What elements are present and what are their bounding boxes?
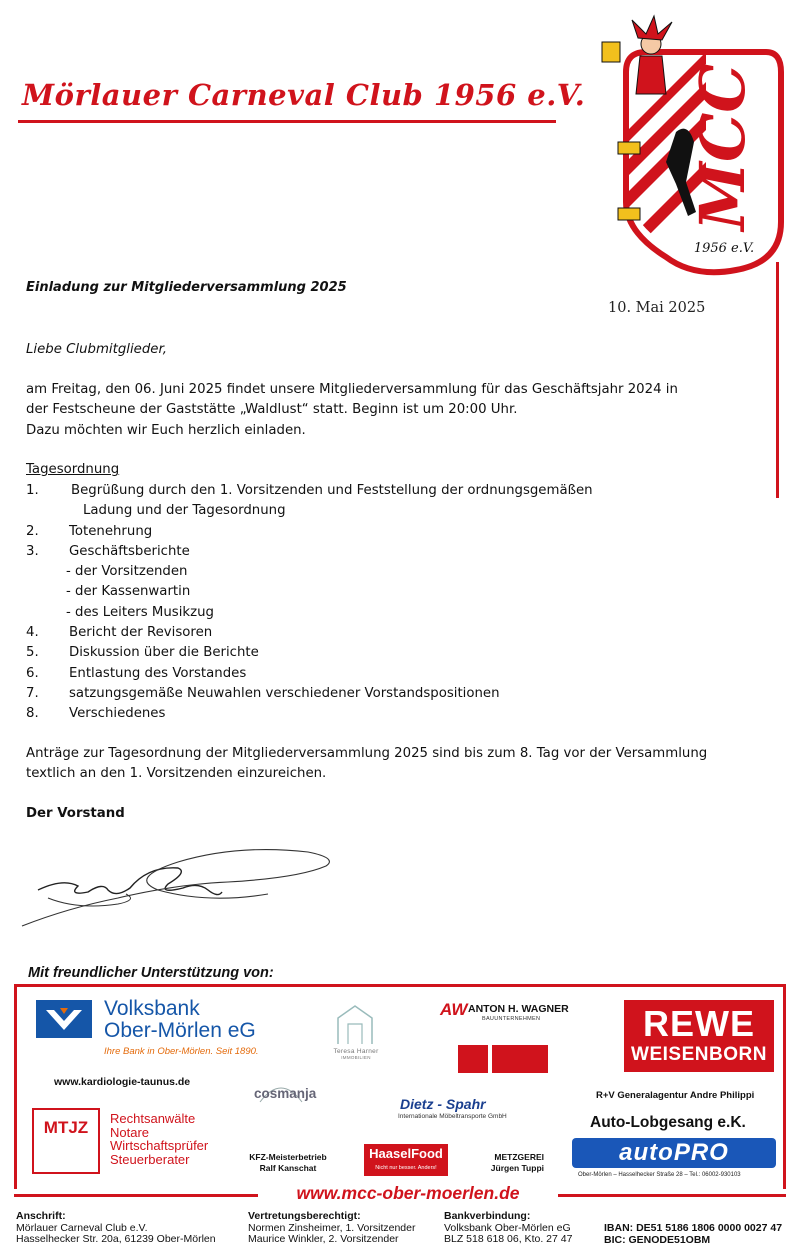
club-website-link[interactable]: www.mcc-ober-moerlen.de	[296, 1183, 520, 1203]
agenda-item	[26, 704, 746, 724]
signature-image	[8, 838, 338, 938]
agenda-subitem: - der Vorsitzenden	[66, 564, 188, 580]
agenda-number: 6.	[26, 665, 39, 681]
agenda-item	[26, 643, 746, 663]
cosmanja-logo: cosmanja	[254, 1086, 317, 1101]
haaselfood-name: HaaselFood	[369, 1146, 443, 1161]
footer-bank	[444, 1211, 572, 1246]
agenda-text: Begrüßung durch den 1. Vorsitzenden und Feststellung der ordnungsgemäßen	[71, 483, 593, 498]
footer-heading: Vertretungsberechtigt:	[248, 1210, 361, 1222]
agenda-text: Entlastung des Vorstandes	[69, 665, 247, 681]
agenda-text: satzungsgemäße Neuwahlen verschiedener Vorstandspositionen	[69, 685, 500, 701]
intro-line: der Festscheune der Gaststätte „Waldlust“ statt. Beginn ist um 20:00 Uhr.	[26, 402, 518, 418]
closing-line: Anträge zur Tagesordnung der Mitgliederversammlung 2025 sind bis zum 8. Tag vor der Versammlung	[26, 746, 708, 761]
club-logo	[596, 12, 792, 284]
agenda-number: 2.	[26, 523, 39, 539]
mtjz-line: Rechtsanwälte	[110, 1111, 196, 1126]
agenda-item	[26, 522, 746, 542]
footer-line: Maurice Winkler, 2. Vorsitzender	[248, 1233, 399, 1245]
agenda-number: 7.	[26, 685, 39, 701]
closing-line: textlich an den 1. Vorsitzenden einzureichen.	[26, 766, 327, 782]
teresa-sub: IMMOBILIEN	[341, 1055, 371, 1060]
rewe-location: WEISENBORN	[631, 1044, 767, 1065]
metzgerei-line: Jürgen Tuppi	[490, 1163, 544, 1173]
haaselfood-slogan: Nicht nur besser. Anders!	[375, 1165, 437, 1171]
agenda-text: Totenehrung	[69, 523, 153, 539]
volksbank-name	[104, 998, 256, 1042]
kfz-line: KFZ-Meisterbetrieb	[249, 1152, 327, 1162]
agenda-number: 4.	[26, 625, 39, 641]
wagner-sub: BAUUNTERNEHMEN	[482, 1016, 541, 1022]
agenda-list	[26, 481, 746, 725]
letter-subject: Einladung zur Mitgliederversammlung 2025	[26, 280, 347, 295]
kfz-meisterbetrieb	[242, 1152, 334, 1174]
mtjz-services	[110, 1112, 208, 1166]
agenda-item	[26, 542, 746, 562]
volksbank-name-line: Ober-Mörlen eG	[104, 1019, 256, 1042]
rewe-logo	[624, 1000, 774, 1072]
autopro-address: Ober-Mörlen – Hasselhecker Straße 28 – Tel.: 06002-930103	[578, 1172, 741, 1178]
footer-address	[16, 1211, 216, 1246]
volksbank-name-line: Volksbank	[104, 997, 200, 1020]
mtjz-line: Steuerberater	[110, 1151, 190, 1167]
dietz-spahr-logo: Dietz - Spahr	[400, 1096, 486, 1112]
wagner-mark: AW	[440, 1000, 468, 1019]
agenda-subitem: - der Kassenwartin	[66, 584, 191, 600]
logo-year: 1956 e.V.	[693, 241, 755, 256]
right-border-line	[776, 262, 779, 498]
sponsors-heading: Mit freundlicher Unterstützung von:	[28, 965, 274, 981]
dietz-spahr-sub: Internationale Möbeltransporte GmbH	[398, 1113, 507, 1120]
footer-iban-line: IBAN: DE51 5186 1806 0000 0027 47	[604, 1222, 783, 1234]
footer-bic-line: BIC: GENODE51OBM	[604, 1233, 711, 1246]
footer-line: Hasselhecker Str. 20a, 61239 Ober-Mörlen	[16, 1233, 216, 1245]
metzgerei-line: METZGEREI	[494, 1152, 544, 1162]
volksbank-logo-icon	[36, 1000, 92, 1038]
club-title: Mörlauer Carneval Club 1956 e.V.	[22, 78, 586, 112]
agenda-item	[26, 664, 746, 684]
footer-line: Mörlauer Carneval Club e.V.	[16, 1221, 148, 1234]
rewe-name: REWE	[643, 1003, 755, 1044]
agenda-number: 3.	[26, 543, 39, 559]
award-badge-icon	[492, 1045, 548, 1073]
agenda-text: Diskussion über die Berichte	[69, 645, 259, 661]
mtjz-line: Wirtschaftsprüfer	[110, 1138, 209, 1153]
kfz-line: Ralf Kanschat	[259, 1163, 317, 1173]
agenda-text: Bericht der Revisoren	[69, 625, 213, 641]
metzgerei-tuppi	[474, 1152, 544, 1174]
closing-paragraph	[26, 744, 766, 785]
rv-agency: R+V Generalagentur Andre Philippi	[596, 1090, 755, 1101]
teresa-name: Teresa Harner	[333, 1048, 379, 1055]
footer-heading: Bankverbindung:	[444, 1210, 531, 1222]
agenda-text: Verschiedenes	[69, 706, 166, 722]
haaselfood-logo	[364, 1144, 448, 1176]
signoff: Der Vorstand	[26, 806, 125, 821]
footer-heading: Anschrift:	[16, 1210, 66, 1222]
wagner-name: ANTON H. WAGNER	[468, 1003, 569, 1015]
mtjz-line: Notare	[110, 1124, 150, 1140]
agenda-number: 5.	[26, 645, 39, 661]
footer-line: BLZ 518 618 06, Kto. 27 47	[444, 1233, 573, 1245]
footer-iban	[604, 1223, 782, 1246]
volksbank-slogan: Ihre Bank in Ober-Mörlen. Seit 1890.	[104, 1046, 259, 1057]
footer-rule-left	[14, 1194, 258, 1197]
kardiologie-link: www.kardiologie-taunus.de	[54, 1076, 191, 1088]
agenda-item	[26, 623, 746, 643]
agenda-number: 8.	[26, 706, 39, 722]
award-badge-icon	[458, 1045, 488, 1073]
agenda-heading: Tagesordnung	[26, 462, 120, 477]
intro-paragraph	[26, 380, 746, 441]
agenda-item	[26, 684, 746, 704]
agenda-subitem: - des Leiters Musikzug	[66, 604, 214, 620]
agenda-continuation: Ladung und der Tagesordnung	[83, 503, 286, 519]
agenda-item	[26, 481, 746, 501]
auto-lobgesang: Auto-Lobgesang e.K.	[590, 1114, 746, 1131]
title-underline	[18, 120, 556, 123]
footer-rule-right	[558, 1194, 786, 1197]
mtjz-logo: MTJZ	[32, 1108, 100, 1174]
agenda-number: 1.	[26, 483, 39, 498]
intro-line: Dazu möchten wir Euch herzlich einladen.	[26, 422, 306, 438]
footer-representatives	[248, 1211, 416, 1246]
autopro-logo: autoPRO	[572, 1138, 776, 1168]
logo-monogram: MCC	[686, 63, 759, 231]
intro-line: am Freitag, den 06. Juni 2025 findet unsere Mitgliederversammlung für das Geschäftsjahr 2024 in	[26, 382, 678, 397]
letter-date: 10. Mai 2025	[608, 300, 706, 316]
agenda-text: Geschäftsberichte	[69, 543, 190, 559]
footer-line: Volksbank Ober-Mörlen eG	[444, 1221, 571, 1234]
letter-greeting: Liebe Clubmitglieder,	[26, 342, 167, 357]
footer-line: Normen Zinsheimer, 1. Vorsitzender	[248, 1221, 416, 1234]
teresa-harner-label	[318, 1048, 394, 1060]
